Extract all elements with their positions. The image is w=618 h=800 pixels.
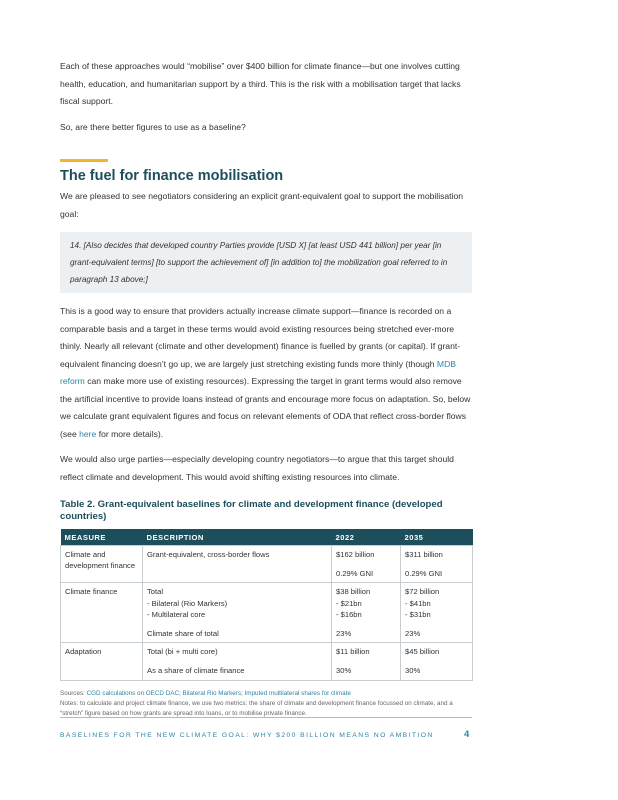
imputed-shares-link[interactable]: Imputed multilateral shares for climate xyxy=(244,689,351,697)
cell-measure: Climate and development finance xyxy=(61,546,143,583)
rio-markers-link[interactable]: Bilateral Rio Markers xyxy=(182,689,241,697)
cell-description xyxy=(143,643,332,680)
paragraph-text: for more details). xyxy=(96,428,164,439)
baselines-table xyxy=(60,529,473,681)
cell-line: Total xyxy=(147,587,164,597)
paragraph-text: can make more use of existing resources). Expressing the target in grant terms would also remove the artificial incentive to provide loans instead of grants and encourage more focus on adaptation. So, below we calculate grant equivalent figures and focus on relevant elements of ODA that reflect cross-border flows (see xyxy=(60,376,471,439)
footer-rule xyxy=(60,717,472,718)
table-caption: Table 2. Grant-equivalent baselines for climate and development finance (developed countries) xyxy=(60,499,443,522)
cell-description xyxy=(143,583,332,643)
header-description: DESCRIPTION xyxy=(143,529,332,546)
cell-line: - Bilateral (Rio Markers) xyxy=(147,598,228,608)
table-header-row xyxy=(61,529,473,546)
cell-2022 xyxy=(332,583,401,643)
negotiation-text-quote: 14. [Also decides that developed country Parties provide [USD X] [at least USD 441 billion] per year [in grant-equivalent terms] [to support the achievement of] [in addition to] the mobilization goal referred to in paragraph 13 above;] xyxy=(60,232,472,293)
cell-line: $45 billion xyxy=(405,647,440,657)
mdb-reform-link[interactable]: MDB reform xyxy=(60,358,457,386)
cell-line: 23% xyxy=(405,629,421,639)
grant-equivalent-paragraph xyxy=(60,303,472,443)
sources-label: Sources: xyxy=(60,689,87,697)
table-sources xyxy=(60,689,472,699)
cell-line: - $21bn xyxy=(336,598,362,608)
footer-title: BASELINES FOR THE NEW CLIMATE GOAL: WHY $200 BILLION MEANS NO AMBITION xyxy=(60,732,434,739)
page-number: 4 xyxy=(464,729,470,740)
cell-line: As a share of climate finance xyxy=(147,666,245,676)
cell-2035 xyxy=(401,643,473,680)
oecd-dac-link[interactable]: OECD DAC xyxy=(145,689,180,697)
urge-parties-paragraph: We would also urge parties—especially developing country negotiators—to argue that this target should reflect climate and development. This would avoid shifting existing resources into climate. xyxy=(60,454,454,482)
cell-2022 xyxy=(332,643,401,680)
header-2035: 2035 xyxy=(401,529,473,546)
sources-text: ; xyxy=(240,689,245,697)
intro-question: So, are there better figures to use as a baseline? xyxy=(60,121,246,132)
section-intro-paragraph: We are pleased to see negotiators considering an explicit grant-equivalent goal to support the mobilisation goal: xyxy=(60,191,464,219)
intro-paragraph: Each of these approaches would “mobilise” over $400 billion for climate finance—but one involves cutting health, education, and humanitarian support by a third. This is the risk with a mobilisation target that lacks fiscal support. xyxy=(60,61,461,106)
here-link[interactable]: here xyxy=(79,428,97,439)
cell-line: - $41bn xyxy=(405,598,431,608)
cell-description xyxy=(143,546,332,583)
cell-2035 xyxy=(401,583,473,643)
cell-line: - Multilateral core xyxy=(147,609,206,619)
cell-line: - $16bn xyxy=(336,609,362,619)
cell-line: Grant-equivalent, cross-border flows xyxy=(147,550,270,559)
header-2022: 2022 xyxy=(332,529,401,546)
cell-line: 23% xyxy=(336,629,352,639)
sources-text: ; xyxy=(179,689,183,697)
cell-line: $72 billion xyxy=(405,587,440,597)
header-measure: MEASURE xyxy=(61,529,143,546)
table-row xyxy=(61,546,473,583)
cell-line: Total (bi + multi core) xyxy=(147,647,218,657)
cell-2022 xyxy=(332,546,401,583)
cell-line: 0.29% GNI xyxy=(405,569,443,579)
cell-line: 30% xyxy=(336,666,352,676)
table-row xyxy=(61,643,473,680)
table-notes: Notes: to calculate and project climate finance, we use two metrics: the share of climate and development finance focussed on climate, and a “stretch” figure based on how grants are spread into loans, or to mobilise private finance. xyxy=(60,699,453,717)
cell-line: $11 billion xyxy=(336,647,370,657)
page-content xyxy=(60,0,472,719)
cell-line: 0.29% GNI xyxy=(336,569,374,579)
cell-line: $38 billion xyxy=(336,587,371,597)
sources-text: on xyxy=(135,689,146,697)
cell-line: Climate share of total xyxy=(147,629,219,639)
cell-line: 30% xyxy=(405,666,421,676)
cell-measure: Adaptation xyxy=(61,643,143,680)
cell-2035 xyxy=(401,546,473,583)
cgd-calculations-link[interactable]: CGD calculations xyxy=(86,689,136,697)
cell-line: $311 billion xyxy=(405,550,443,559)
cell-line: $162 billion xyxy=(336,550,375,559)
table-row xyxy=(61,583,473,643)
cell-measure: Climate finance xyxy=(61,583,143,643)
section-heading: The fuel for finance mobilisation xyxy=(60,168,284,184)
cell-line: - $31bn xyxy=(405,609,431,619)
paragraph-text: This is a good way to ensure that providers actually increase climate support—finance is recorded on a comparable basis and a target in these terms would avoid existing resources being stretched ever-more thinly. Nearly all relevant (climate and other development) finance is fuelled by grants (or capital). If grant-equivalent financing doesn’t go up, we are largely just stretching existing funds more thinly (though xyxy=(60,306,461,369)
